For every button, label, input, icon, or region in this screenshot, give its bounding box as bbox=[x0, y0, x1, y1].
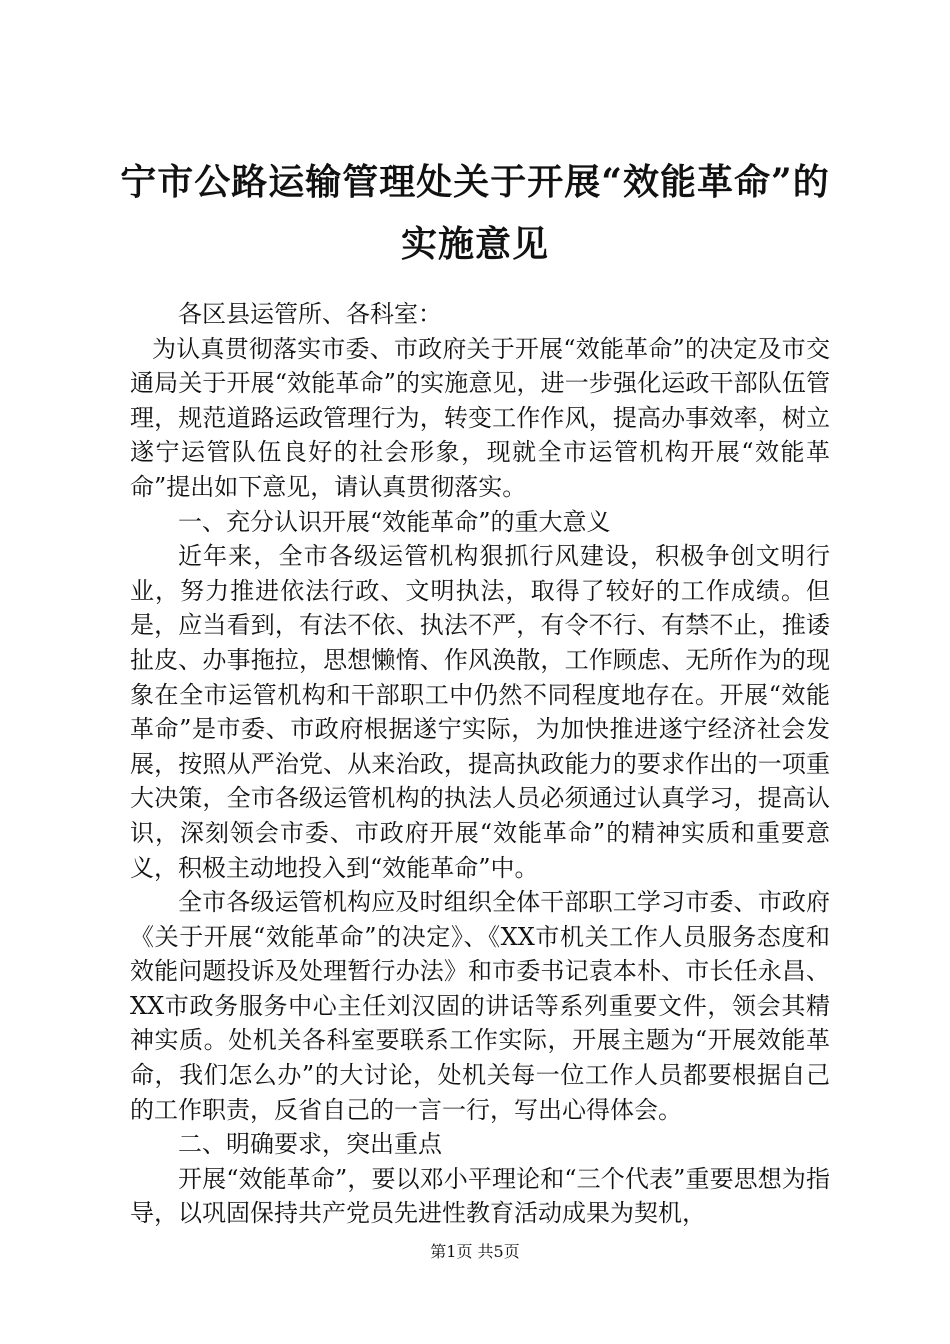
section-heading-1: 一、充分认识开展“效能革命”的重大意义 bbox=[178, 507, 611, 536]
paragraph: 近年来，全市各级运管机构狠抓行风建设，积极争创文明行业，努力推进依法行政、文明执法，取得了较好的工作成绩。但是，应当看到，有法不依、执法不严，有令不行、有禁不止，推诿扯皮、办事拖拉，思想懒惰、作风涣散，工作顾虑、无所作为的现象在全市运管机构和干部职工中仍然不同程度地存在。开展“效能革命”是市委、市政府根据遂宁实际，为加快推进遂宁经济社会发展，按照从严治党、从来治政，提高执政能力的要求作出的一项重大决策，全市各级运管机构的执法人员必须通过认真学习，提高认识，深刻领会市委、市政府开展“效能革命”的精神实质和重要意义，积极主动地投入到“效能革命”中。 bbox=[130, 542, 830, 882]
paragraph: 开展“效能革命”，要以邓小平理论和“三个代表”重要思想为指导，以巩固保持共产党员先进性教育活动成果为契机， bbox=[130, 1164, 830, 1228]
document-title-line-2: 实施意见 bbox=[400, 223, 549, 265]
section-heading-2: 二、明确要求，突出重点 bbox=[178, 1130, 442, 1159]
document-title-line-1: 宁市公路运输管理处关于开展“效能革命”的 bbox=[120, 161, 830, 203]
paragraph: 全市各级运管机构应及时组织全体干部职工学习市委、市政府《关于开展“效能革命”的决定》、《XX市机关工作人员服务态度和效能问题投诉及处理暂行办法》和市委书记袁本朴、市长任永昌、XX市政务服务中心主任刘汉固的讲话等系列重要文件，领会其精神实质。处机关各科室要联系工作实际，开展主题为“开展效能革命，我们怎么办”的大讨论，处机关每一位工作人员都要根据自己的工作职责，反省自己的一言一行，写出心得体会。 bbox=[130, 888, 830, 1124]
paragraph-intro: 为认真贯彻落实市委、市政府关于开展“效能革命”的决定及市交通局关于开展“效能革命”的实施意见，进一步强化运政干部队伍管理，规范道路运政管理行为，转变工作作风，提高办事效率，树立遂宁运管队伍良好的社会形象，现就全市运管机构开展“效能革命”提出如下意见，请认真贯彻落实。 bbox=[130, 334, 830, 501]
document-body bbox=[130, 297, 830, 1231]
salutation: 各区县运管所、各科室： bbox=[178, 300, 442, 328]
page-footer: 第1页 共5页 bbox=[430, 1242, 520, 1261]
